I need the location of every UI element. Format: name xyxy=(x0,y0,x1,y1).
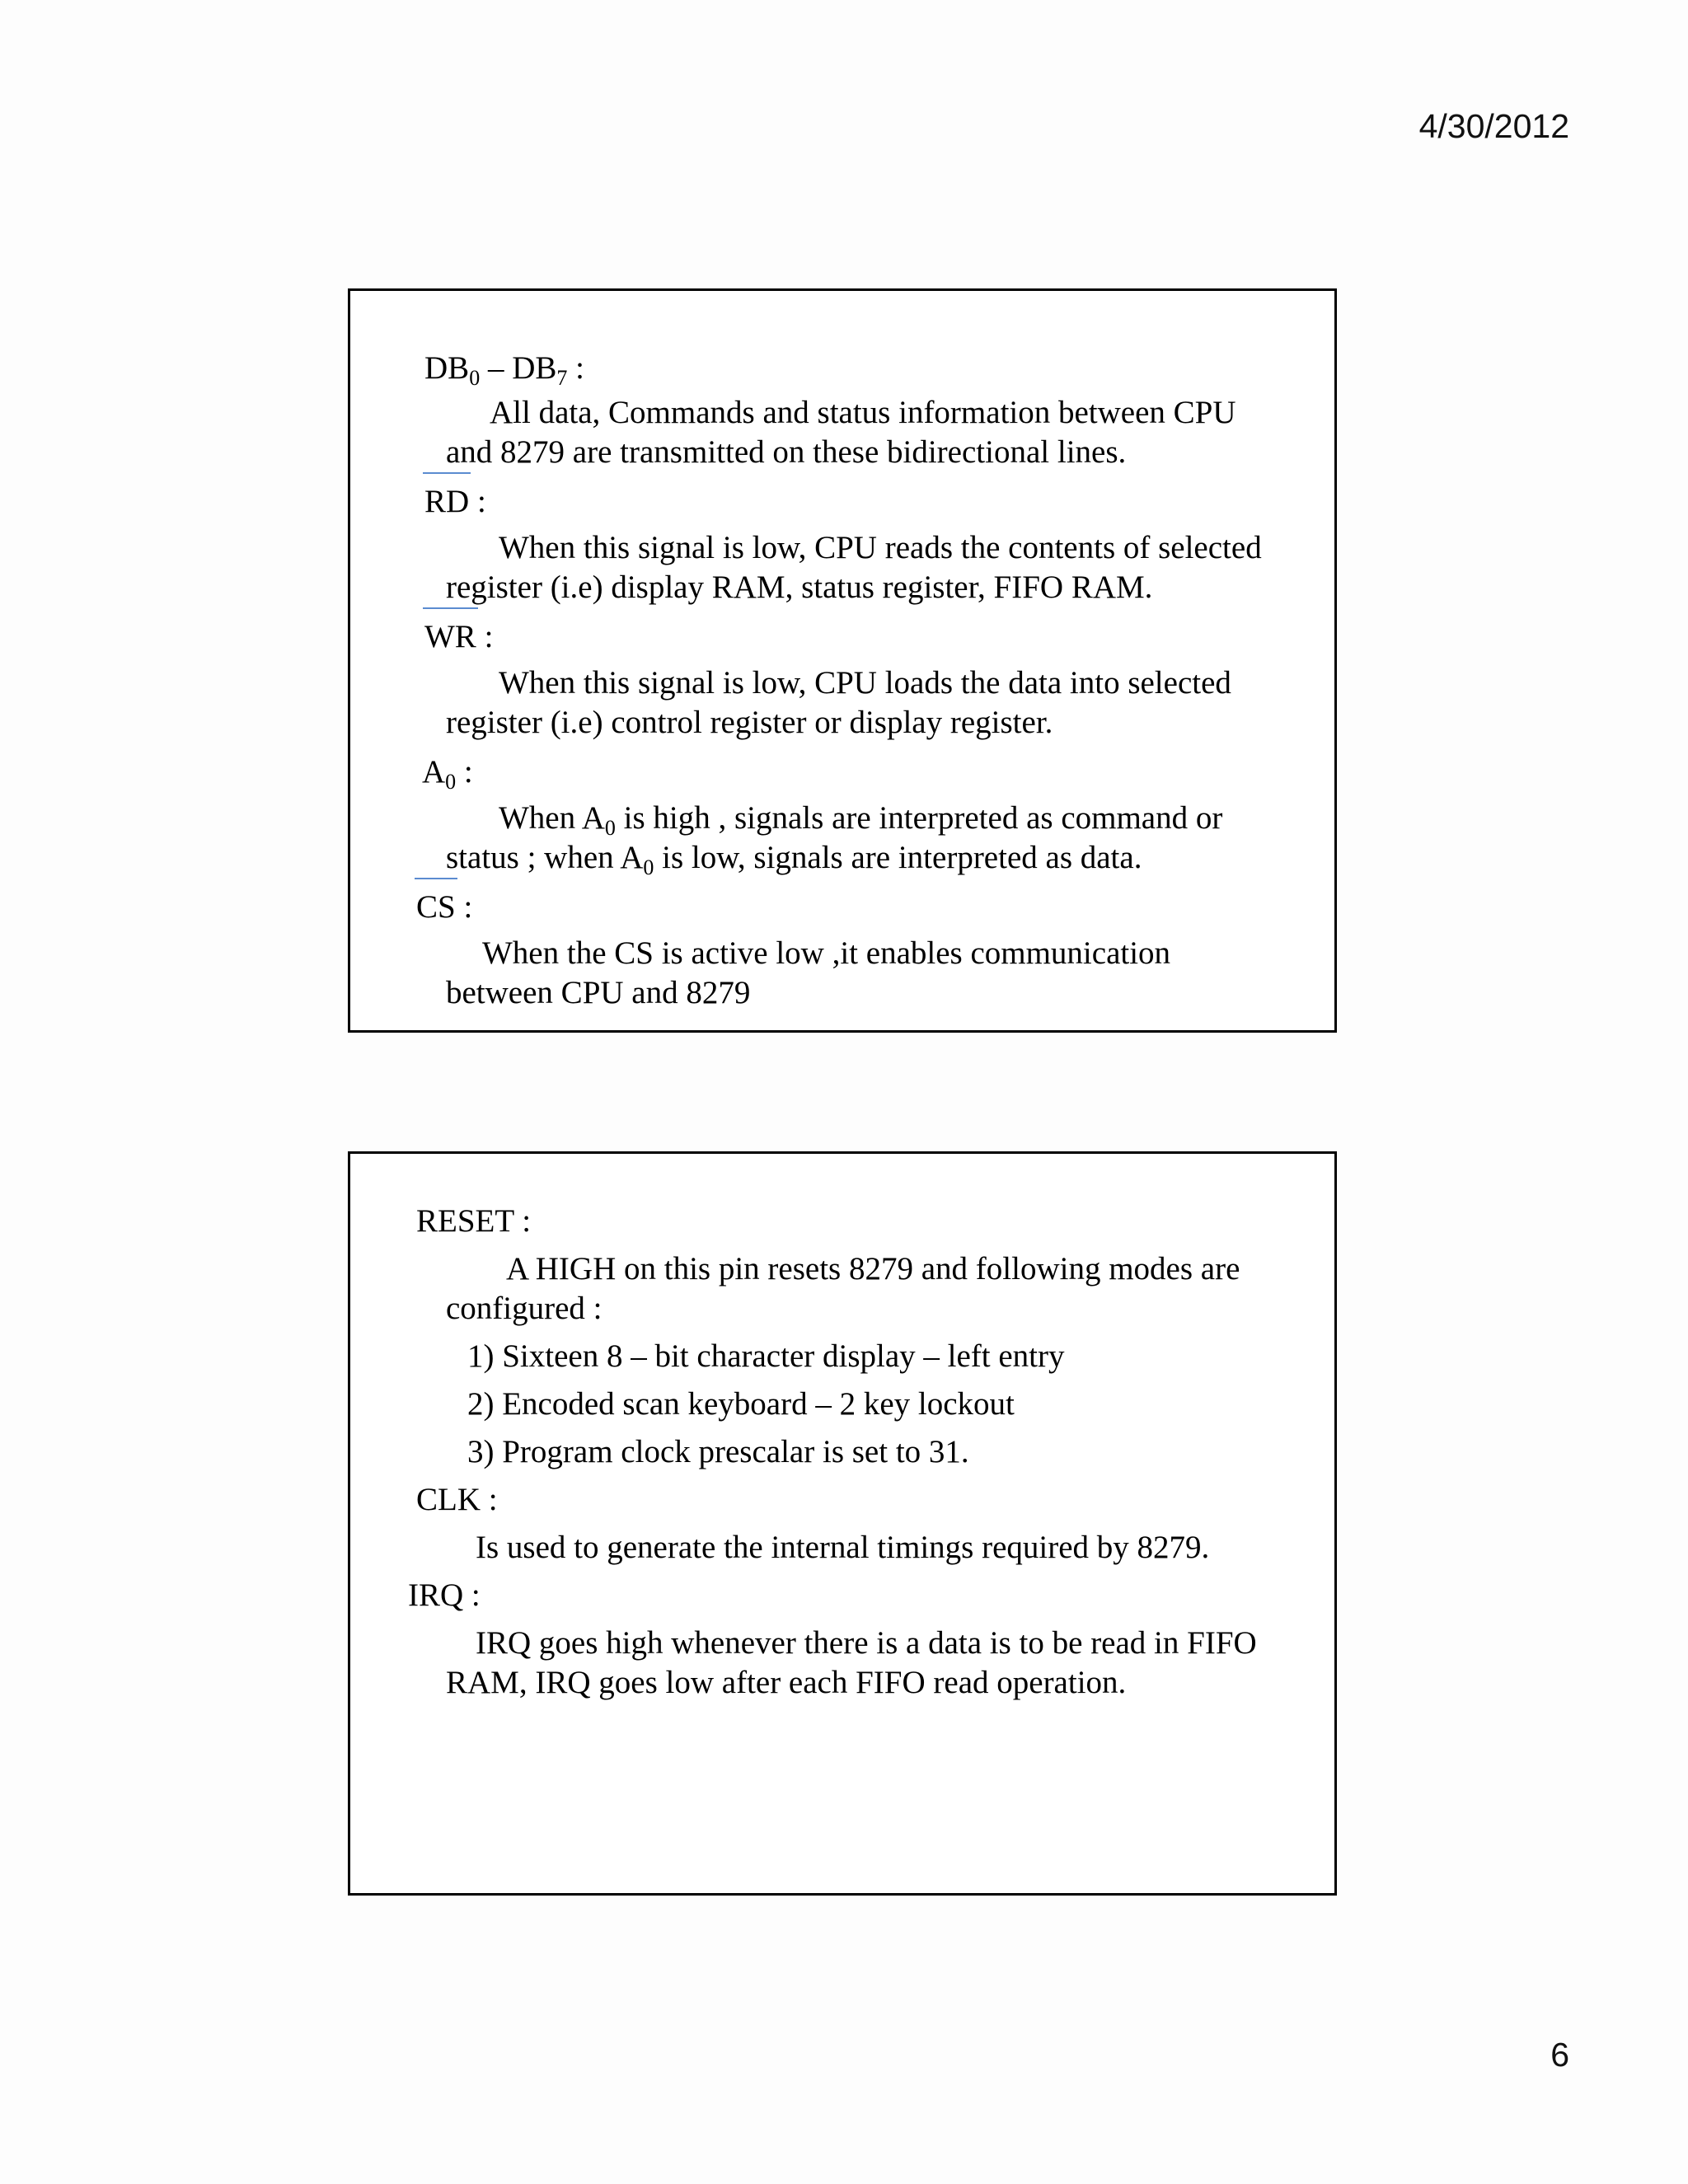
reset-mode-item-1: 1) Sixteen 8 – bit character display – left entry xyxy=(467,1338,1065,1374)
cs-label: CS xyxy=(416,888,456,927)
reset-heading: RESET : xyxy=(416,1203,532,1239)
a0-line2-subscript: 0 xyxy=(643,855,654,879)
a0-line2-start: status ; when A xyxy=(446,840,644,875)
reset-mode-item-3: 3) Program clock prescalar is set to 31. xyxy=(467,1434,969,1469)
a0-line2-end: is low, signals are interpreted as data. xyxy=(654,840,1142,875)
reset-mode-item-2: 2) Encoded scan keyboard – 2 key lockout xyxy=(467,1386,1015,1422)
wr-description-line-2: register (i.e) control register or display register. xyxy=(446,705,1053,740)
cs-pin-heading xyxy=(416,888,472,927)
wr-label: WR xyxy=(424,617,476,657)
wr-pin-heading xyxy=(424,617,493,657)
a0-line1-end: is high , signals are interpreted as command or xyxy=(615,800,1223,836)
irq-description-line-2: RAM, IRQ goes low after each FIFO read operation. xyxy=(446,1665,1127,1700)
page-number: 6 xyxy=(1550,2036,1569,2074)
rd-label: RD xyxy=(424,482,469,522)
db-label-start: DB xyxy=(424,350,470,386)
a0-line1-start: When A xyxy=(499,800,605,836)
slide-pin-description-2 xyxy=(348,1151,1337,1896)
reset-description-line-1: A HIGH on this pin resets 8279 and following modes are xyxy=(506,1251,1240,1286)
rd-pin-heading xyxy=(424,482,486,522)
a0-pin-heading xyxy=(422,752,473,792)
db-description-line-2: and 8279 are transmitted on these bidirectional lines. xyxy=(446,434,1127,470)
a0-description-line-1 xyxy=(499,799,1222,838)
rd-description-line-2: register (i.e) display RAM, status register, FIFO RAM. xyxy=(446,569,1153,605)
slide-pin-description-1 xyxy=(348,288,1337,1033)
a0-label: A xyxy=(422,754,446,790)
reset-description-line-2: configured : xyxy=(446,1291,603,1326)
db-description-line-1: All data, Commands and status information between CPU xyxy=(490,395,1236,430)
db-colon: : xyxy=(567,350,584,386)
db-subscript-start: 0 xyxy=(469,366,481,390)
a0-description-line-2 xyxy=(446,838,1142,878)
irq-heading: IRQ : xyxy=(408,1577,481,1613)
a0-subscript: 0 xyxy=(445,770,457,794)
db-label-end: – DB xyxy=(480,350,557,386)
cs-description-line-1: When the CS is active low ,it enables communication xyxy=(482,935,1171,971)
a0-line1-subscript: 0 xyxy=(604,816,616,840)
cs-colon: : xyxy=(455,889,473,925)
db-subscript-end: 7 xyxy=(556,366,568,390)
rd-colon: : xyxy=(469,484,486,519)
irq-description-line-1: IRQ goes high whenever there is a data is to be read in FIFO xyxy=(476,1625,1257,1661)
db-pin-heading xyxy=(424,349,584,388)
header-date: 4/30/2012 xyxy=(1418,107,1569,145)
wr-description-line-1: When this signal is low, CPU loads the data into selected xyxy=(499,665,1231,701)
a0-colon: : xyxy=(456,754,473,790)
cs-description-line-2: between CPU and 8279 xyxy=(446,975,751,1010)
clk-description-line-1: Is used to generate the internal timings required by 8279. xyxy=(476,1530,1210,1565)
rd-description-line-1: When this signal is low, CPU reads the contents of selected xyxy=(499,530,1262,565)
wr-colon: : xyxy=(476,619,494,654)
clk-heading: CLK : xyxy=(416,1482,498,1517)
